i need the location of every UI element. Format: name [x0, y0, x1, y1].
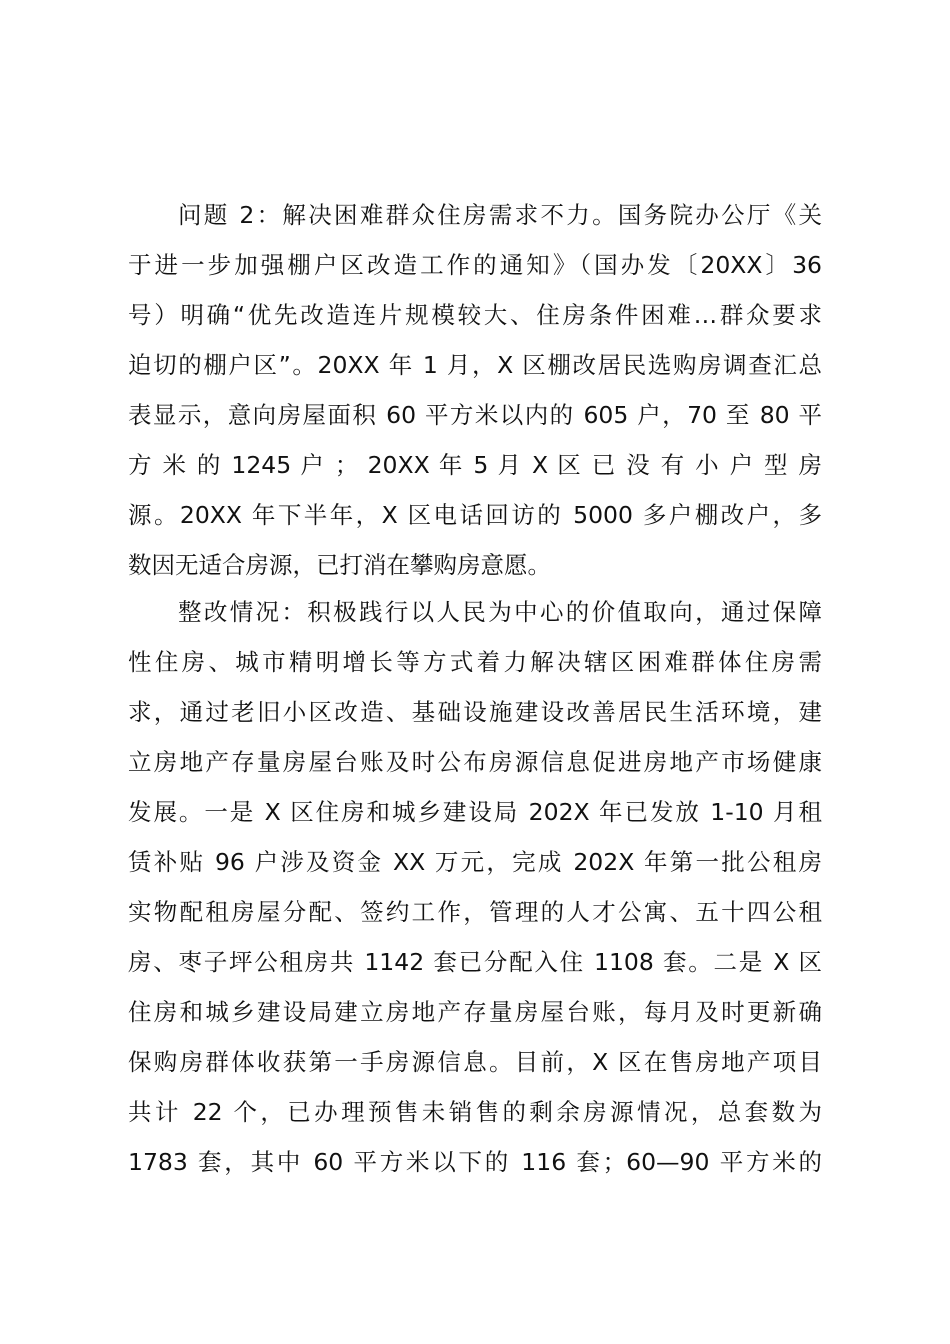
text-line: 方 米 的 1245 户 ； 20XX 年 5 月 X 区 已 没 有 小 户 型 房	[128, 451, 822, 479]
text-line: 保购房群体收获第一手房源信息。目前，X 区在售房地产项目	[128, 1048, 822, 1076]
text-line: 源。20XX 年下半年，X 区电话回访的 5000 多户棚改户，多	[128, 501, 822, 529]
text-line: 房、枣子坪公租房共 1142 套已分配入住 1108 套。二是 X 区	[128, 948, 822, 976]
text-line: 于进一步加强棚户区改造工作的通知》（国办发〔20XX〕36	[128, 251, 822, 279]
text-line: 号）明确“优先改造连片规模较大、住房条件困难…群众要求	[128, 301, 822, 329]
text-line: 表显示，意向房屋面积 60 平方米以内的 605 户，70 至 80 平	[128, 401, 822, 429]
text-line: 1783 套，其中 60 平方米以下的 116 套；60—90 平方米的	[128, 1148, 822, 1176]
text-line: 共计 22 个，已办理预售未销售的剩余房源情况，总套数为	[128, 1098, 822, 1126]
text-line: 迫切的棚户区”。20XX 年 1 月，X 区棚改居民选购房调查汇总	[128, 351, 822, 379]
text-line: 整改情况：积极践行以人民为中心的价值取向，通过保障	[178, 598, 822, 626]
text-line: 数因无适合房源，已打消在攀购房意愿。	[128, 551, 551, 579]
text-line: 赁补贴 96 户涉及资金 XX 万元，完成 202X 年第一批公租房	[128, 848, 822, 876]
text-line: 求，通过老旧小区改造、基础设施建设改善居民生活环境，建	[128, 698, 822, 726]
text-line: 问题 2：解决困难群众住房需求不力。国务院办公厅《关	[178, 201, 822, 229]
text-line: 发展。一是 X 区住房和城乡建设局 202X 年已发放 1-10 月租	[128, 798, 822, 826]
text-line: 立房地产存量房屋台账及时公布房源信息促进房地产市场健康	[128, 748, 822, 776]
text-line: 性住房、城市精明增长等方式着力解决辖区困难群体住房需	[128, 648, 822, 676]
text-line: 住房和城乡建设局建立房地产存量房屋台账，每月及时更新确	[128, 998, 822, 1026]
text-line: 实物配租房屋分配、签约工作，管理的人才公寓、五十四公租	[128, 898, 822, 926]
